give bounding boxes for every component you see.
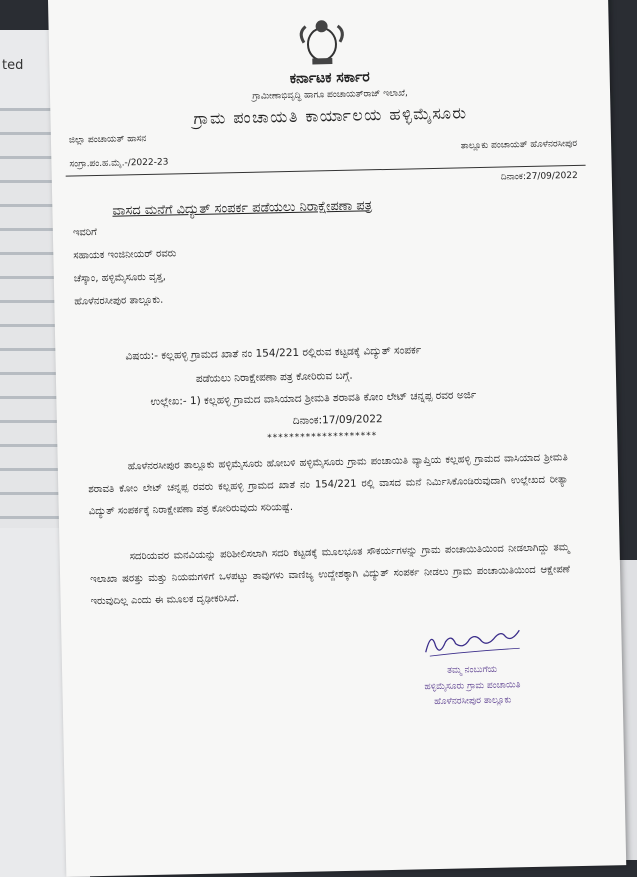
state-emblem-icon (293, 14, 350, 71)
stamp-line-1: ಹಳ್ಳಿಮೈಸೂರು ಗ್ರಾಮ ಪಂಚಾಯಿತಿ (424, 680, 521, 693)
letter-sheet (48, 0, 626, 877)
body-paragraph-1 (88, 447, 569, 523)
subject-line-1: ವಿಷಯ:- ಕಲ್ಲಹಳ್ಳಿ ಗ್ರಾಮದ ಖಾತೆ ನಂ 154/221 ರಲ್ಲಿರುವ ಕಟ್ಟಡಕ್ಕೆ ವಿದ್ಯುತ್ ಸಂಪರ್ಕ (125, 344, 422, 363)
reference-number: ಸಂಗ್ರಾ.ಪಂ.ಹ.ಮೈ.-/2022-23 (69, 157, 169, 170)
separator-stars: ******************** (267, 431, 378, 444)
recipient-to: ಇವರಿಗೆ (72, 227, 98, 239)
subject-line-2: ಪಡೆಯಲು ನಿರಾಕ್ಷೇಪಣಾ ಪತ್ರ ಕೋರಿರುವ ಬಗ್ಗೆ. (195, 369, 353, 385)
stamp-line-2: ಹೊಳೆನರಸೀಪುರ ತಾಲ್ಲೂಕು (434, 695, 512, 708)
district-line: ಜಿಲ್ಲಾ ಪಂಚಾಯತ್ ಹಾಸನ (68, 133, 147, 146)
department-line: ಗ್ರಾಮೀಣಾಭಿವೃದ್ಧಿ ಹಾಗೂ ಪಂಚಾಯತ್‌ರಾಜ್ ಇಲಾಖೆ, (252, 88, 408, 102)
recipient-line-2: ಚೆಸ್ಕಾಂ, ಹಳ್ಳಿಮೈಸೂರು ವೃತ್ತ, (73, 271, 166, 285)
govt-heading: ಕರ್ನಾಟಕ ಸರ್ಕಾರ (289, 69, 370, 87)
paragraph-1-text: ಹೊಳೆನರಸೀಪುರ ತಾಲ್ಲೂಕು ಹಳ್ಳಿಮೈಸೂರು ಹೋಬಳಿ ಹಳ್ಳಿಮೈಸೂರು ಗ್ರಾಮ ಪಂಚಾಯಿತಿ ವ್ಯಾಪ್ತಿಯ ಕಲ್ಲಹಳ್ಳಿ ಗ್ರಾಮದ ವಾಸಿಯಾದ ಶ್ರೀಮತಿ ಶರಾವತಿ ಕೋಂ ಲೇಟ್ ಚನ್ನಪ್ಪ ರವರು ಕಲ್ಲಹಳ್ಳಿ ಗ್ರಾಮದ ಖಾತೆ ನಂ 154/221 ರಲ್ಲಿ ವಾಸದ ಮನೆ ನಿರ್ಮಿಸಿಕೊಂಡಿರುವುದಾಗಿ ಉಲ್ಲೇಖದ ರೀತ್ಯಾ ವಿದ್ಯುತ್ ಸಂಪರ್ಕಕ್ಕೆ ನಿರಾಕ್ಷೇಪಣಾ ಪತ್ರ ಕೋರಿರುವುದು ಸರಿಯಷ್ಟೆ. (88, 452, 569, 518)
recipient-line-1: ಸಹಾಯಕ ಇಂಜಿನೀಯರ್ ರವರು (73, 248, 177, 262)
reference-line-2: ದಿನಾಂಕ:17/09/2022 (292, 413, 383, 427)
reference-line-1: ಉಲ್ಲೇಖ:- 1) ಕಲ್ಲಹಳ್ಳಿ ಗ್ರಾಮದ ವಾಸಿಯಾದ ಶ್ರೀಮತಿ ಶರಾವತಿ ಕೋಂ ಲೇಟ್ ಚನ್ನಪ್ಪ ರವರ ಅರ್ಜಿ (150, 389, 477, 408)
background-edge-text: ted (2, 58, 24, 73)
body-paragraph-2 (89, 537, 570, 613)
paragraph-2-text: ಸದರಿಯವರ ಮನವಿಯನ್ನು ಪರಿಶೀಲಿಸಲಾಗಿ ಸದರಿ ಕಟ್ಟಡಕ್ಕೆ ಮೂಲಭೂತ ಸೌಕರ್ಯಗಳನ್ನು ಗ್ರಾಮ ಪಂಚಾಯಿತಿಯಿಂದ ನೀಡಲಾಗಿದ್ದು ತಮ್ಮ ಇಲಾಖಾ ಷರತ್ತು ಮತ್ತು ನಿಯಮಗಳಿಗೆ ಒಳಪಟ್ಟು ತಾವುಗಳು ವಾಣಿಜ್ಯ ಉದ್ದೇಶಕ್ಕಾಗಿ ವಿದ್ಯುತ್ ಸಂಪರ್ಕ ನೀಡಲು ಗ್ರಾಮ ಪಂಚಾಯಿತಿಯಿಂದ ಆಕ್ಷೇಪಣೆ ಇರುವುದಿಲ್ಲ ಎಂದು ಈ ಮೂಲಕ ದೃಢೀಕರಿಸಿದೆ. (90, 542, 571, 608)
letter-date: ದಿನಾಂಕ:27/09/2022 (500, 170, 578, 183)
office-title: ಗ್ರಾಮ ಪಂಚಾಯತಿ ಕಾರ್ಯಾಲಯ ಹಳ್ಳಿಮೈಸೂರು (193, 103, 468, 128)
sign-off: ತಮ್ಮ ನಂಬುಗೆಯ (447, 664, 498, 676)
signature-icon (421, 626, 532, 660)
taluk-line: ತಾಲ್ಲೂಕು ಪಂಚಾಯತ್ ಹೊಳೆನರಸೀಪುರ (460, 138, 578, 152)
recipient-line-3: ಹೊಳೆನರಸೀಪುರ ತಾಲ್ಲೂಕು. (74, 294, 164, 308)
letter-title: ವಾಸದ ಮನೆಗೆ ವಿದ್ಯುತ್ ಸಂಪರ್ಕ ಪಡೆಯಲು ನಿರಾಕ್ಷೇಪಣಾ ಪತ್ರ (112, 198, 373, 219)
